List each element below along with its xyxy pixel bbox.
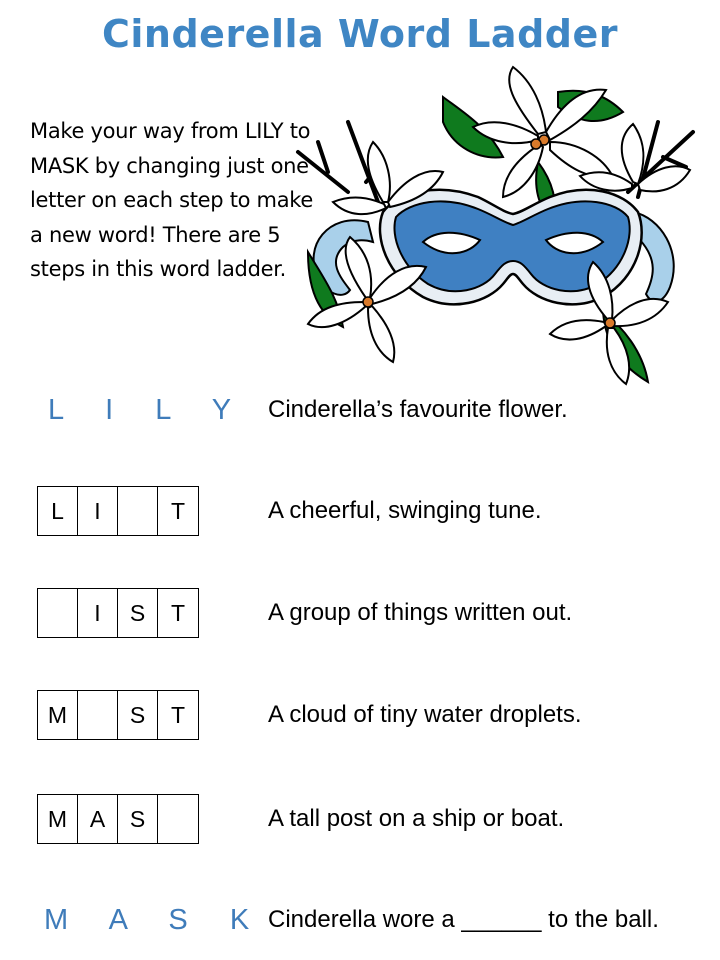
letter-box[interactable] [158, 795, 198, 843]
letter-box[interactable]: S [118, 589, 158, 637]
end-word: M A S K [44, 904, 267, 936]
letter-boxes [37, 486, 199, 536]
ladder-step-4 [0, 789, 720, 849]
letter-boxes [37, 588, 199, 638]
letter-box[interactable]: T [158, 589, 198, 637]
letter-box[interactable]: S [118, 691, 158, 739]
step-1-clue: A cheerful, swinging tune. [268, 497, 542, 524]
letter-boxes [37, 794, 199, 844]
letter-box[interactable]: S [118, 795, 158, 843]
letter-box[interactable]: M [38, 795, 78, 843]
instructions: Make your way from LILY to MASK by changing just one letter on each step to make a new word! There are 5 steps in this word ladder. [30, 119, 314, 281]
ladder-start-row [0, 380, 720, 440]
ladder-step-2 [0, 583, 720, 643]
mask-and-lilies-illustration [288, 62, 708, 392]
step-4-clue: A tall post on a ship or boat. [268, 805, 565, 832]
ladder-step-1 [0, 481, 720, 541]
letter-box[interactable]: I [78, 487, 118, 535]
letter-box[interactable]: T [158, 487, 198, 535]
letter-box[interactable]: T [158, 691, 198, 739]
letter-box[interactable]: M [38, 691, 78, 739]
letter-box[interactable]: I [78, 589, 118, 637]
ladder-step-3 [0, 685, 720, 745]
start-clue: Cinderella’s favourite flower. [268, 396, 568, 423]
letter-box[interactable] [118, 487, 158, 535]
letter-box[interactable]: L [38, 487, 78, 535]
ladder-end-row [0, 890, 720, 950]
step-3-clue: A cloud of tiny water droplets. [268, 701, 582, 728]
page-title: Cinderella Word Ladder [102, 12, 618, 56]
step-2-clue: A group of things written out. [268, 599, 573, 626]
letter-box[interactable]: A [78, 795, 118, 843]
end-clue: Cinderella wore a ______ to the ball. [268, 906, 659, 933]
letter-boxes [37, 690, 199, 740]
letter-box[interactable] [38, 589, 78, 637]
start-word: L I L Y [48, 394, 249, 426]
letter-box[interactable] [78, 691, 118, 739]
